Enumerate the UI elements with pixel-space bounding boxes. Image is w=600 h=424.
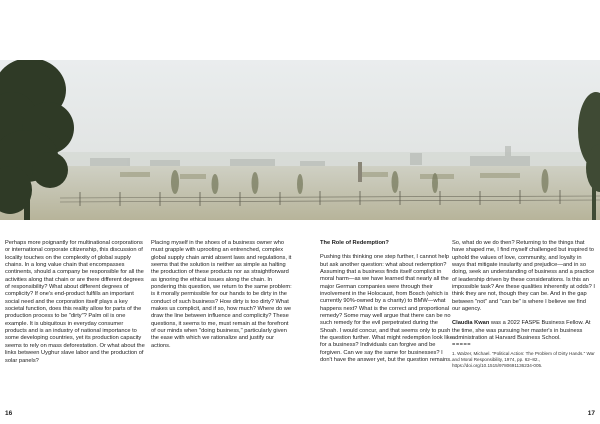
- page-number-right: 17: [587, 410, 595, 417]
- section-heading: The Role of Redemption?: [320, 240, 389, 246]
- author-bio-text: was a 2022 FASPE Business Fellow. At the time, she was pursuing her master's in business administration at Harvard Business School.: [452, 320, 591, 342]
- footnote-separator: =====: [452, 342, 472, 349]
- landscape-photo: [0, 60, 600, 220]
- text-column-1: [5, 240, 146, 365]
- body-paragraph: Pushing this thinking one step further, I cannot help but ask another question: what about redemption? Assuming that a business finds itself complicit in moral harm—as we have learned that nearly all the major German companies were through their involvement in the Holocaust, from Bosch (which is currently 90%-owned by a charity) to BMW—what happens next? What is the correct and proportional remedy? Some may well argue that there can be no such remedy for the evil perpetrated during the Shoah. I would concur, and that seems only to push the question further. What might redemption look like for a business? Individuals can forgive and be forgiven. Can we say the same for businesses? I don't have the answer yet, but the question remains.: [320, 254, 453, 364]
- footnote: 1. Walzer, Michael. "Political Action: The Problem of Dirty Hands." War and Moral Responsibility, 1974, pp. 62–82., https://doi.org/10.1515/9780691136234-005.: [452, 350, 595, 368]
- body-paragraph: Placing myself in the shoes of a business owner who must grapple with uprooting an entrenched, complex global supply chain amid absent laws and regulations, it seems that the solution is neither as simple as halting the production of these products nor as straightforward as ignoring the ethical issues along the chain. In pondering this question, we return to the same problem: is it morally permissible for our hands to be dirty in the conduct of such business? How dirty is too dirty? What makes us complicit, and if so, how much? Where do we draw the line between influence and complicity? These questions, it seems to me, must remain at the forefront of our minds when "doing business," particularly given the ease with which we rationalize and justify our actions.: [151, 240, 292, 349]
- body-paragraph: Perhaps more poignantly for multinational corporations or international corporate citizenship, this discussion of locality touches on the complexity of global supply chains. In a long value chain that encompasses continents, should a company be responsible for all the activities along that chain or are there different degrees of responsibility? What about different degrees of complicity? If one's end-product fulfills an important social need and the corporation itself plays a key societal function, does this reality allow for parts of the production process to be "dirty"? Palm oil is one example. It is ubiquitous in everyday consumer products and is an industry of national importance to some developing countries, yet its production capacity seems to rely on mass deforestation. Or what about the links between Uyghur slave labor and the production of solar panels?: [5, 240, 145, 364]
- author-bio: [452, 320, 595, 342]
- author-name: Claudia Kwan: [452, 320, 490, 327]
- text-column-4: [452, 240, 595, 369]
- page-number-left: 16: [5, 410, 13, 417]
- text-column-2: [151, 240, 292, 350]
- body-paragraph: So, what do we do then? Returning to the things that have shaped me, I find myself challenged but inspired to uphold the values of love, community, and loyalty in ways that mitigate insularity and prejudice—and in so doing, seek an understanding of business and a practice of leadership driven by these considerations. Is this an impossible task? Are these qualities inherently at odds? I think they are not, though they can be. And in the gap between "not" and "can be" is where I believe we find our agency.: [452, 240, 595, 313]
- text-column-3: [320, 240, 455, 365]
